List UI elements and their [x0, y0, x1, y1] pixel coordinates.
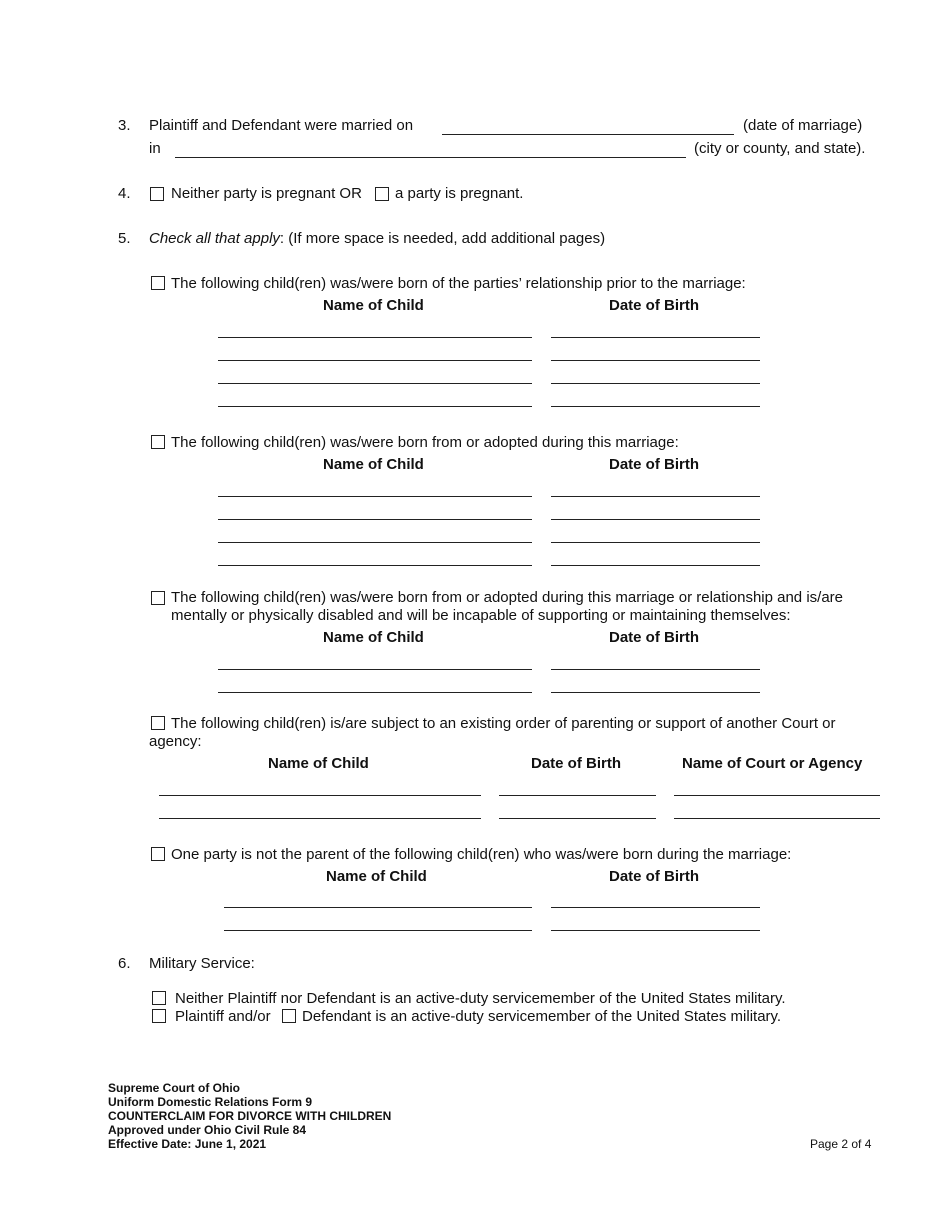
column-header-name: Name of Child — [323, 629, 424, 646]
child-name-field[interactable] — [218, 692, 532, 693]
item5-intro — [149, 230, 605, 247]
defendant-military-checkbox[interactable] — [282, 1009, 296, 1023]
column-header-name: Name of Child — [323, 456, 424, 473]
marriage-date-label: Plaintiff and Defendant were married on — [149, 117, 414, 134]
child-dob-field[interactable] — [551, 669, 760, 670]
existing-order-children-checkbox[interactable] — [151, 716, 165, 730]
child-dob-field[interactable] — [551, 519, 760, 520]
page-number: Page 2 of 4 — [810, 1137, 872, 1151]
column-header-name: Name of Child — [326, 868, 427, 885]
plaintiff-military-label: Plaintiff and/or — [175, 1008, 271, 1025]
disabled-children-checkbox[interactable] — [151, 591, 165, 605]
existing-order-children-label-line1: The following child(ren) is/are subject to an existing order of parenting or support of another Court or — [171, 715, 836, 732]
child-dob-field[interactable] — [551, 337, 760, 338]
child-dob-field[interactable] — [551, 907, 760, 908]
child-dob-field[interactable] — [551, 542, 760, 543]
child-name-field[interactable] — [218, 519, 532, 520]
during-marriage-children-label: The following child(ren) was/were born from or adopted during this marriage: — [171, 434, 679, 451]
during-marriage-children-checkbox[interactable] — [151, 435, 165, 449]
column-header-dob: Date of Birth — [531, 755, 621, 772]
pregnant-label: a party is pregnant. — [395, 185, 524, 202]
marriage-date-field[interactable] — [442, 134, 734, 135]
column-header-dob: Date of Birth — [609, 456, 699, 473]
footer-approval: Approved under Ohio Civil Rule 84 — [108, 1123, 307, 1137]
no-military-checkbox[interactable] — [152, 991, 166, 1005]
marriage-date-hint: (date of marriage) — [743, 117, 863, 134]
child-dob-field[interactable] — [551, 565, 760, 566]
no-military-label: Neither Plaintiff nor Defendant is an active-duty servicemember of the United States military. — [175, 990, 786, 1007]
column-header-court: Name of Court or Agency — [682, 755, 863, 772]
child-name-field[interactable] — [218, 669, 532, 670]
not-parent-children-label: One party is not the parent of the following child(ren) who was/were born during the marriage: — [171, 846, 792, 863]
pregnant-checkbox[interactable] — [375, 187, 389, 201]
marriage-place-label: in — [149, 140, 161, 157]
footer-effective-date: Effective Date: June 1, 2021 — [108, 1137, 267, 1151]
column-header-name: Name of Child — [323, 297, 424, 314]
column-header-dob: Date of Birth — [609, 629, 699, 646]
child-dob-field[interactable] — [551, 406, 760, 407]
disabled-children-label-line1: The following child(ren) was/were born from or adopted during this marriage or relationship and is/are — [171, 589, 843, 606]
existing-order-children-label-line2: agency: — [149, 733, 202, 750]
prior-marriage-children-checkbox[interactable] — [151, 276, 165, 290]
footer-title: COUNTERCLAIM FOR DIVORCE WITH CHILDREN — [108, 1109, 392, 1123]
child-dob-field[interactable] — [499, 795, 656, 796]
marriage-place-field[interactable] — [175, 157, 686, 158]
item-number: 4. — [118, 185, 131, 202]
item-number: 5. — [118, 230, 131, 247]
footer-court: Supreme Court of Ohio — [108, 1081, 240, 1095]
disabled-children-label-line2: mentally or physically disabled and will be incapable of supporting or maintaining themselves: — [171, 607, 791, 624]
child-dob-field[interactable] — [551, 496, 760, 497]
child-name-field[interactable] — [218, 406, 532, 407]
prior-marriage-children-label: The following child(ren) was/were born of the parties’ relationship prior to the marriage: — [171, 275, 746, 292]
not-pregnant-checkbox[interactable] — [150, 187, 164, 201]
plaintiff-military-checkbox[interactable] — [152, 1009, 166, 1023]
child-name-field[interactable] — [159, 818, 481, 819]
child-name-field[interactable] — [218, 383, 532, 384]
child-name-field[interactable] — [159, 795, 481, 796]
item-number: 3. — [118, 117, 131, 134]
not-pregnant-label: Neither party is pregnant OR — [171, 185, 362, 202]
court-agency-field[interactable] — [674, 818, 880, 819]
marriage-place-hint: (city or county, and state). — [694, 140, 866, 157]
item5-intro-rest: : (If more space is needed, add additional pages) — [279, 230, 606, 247]
child-name-field[interactable] — [218, 337, 532, 338]
column-header-dob: Date of Birth — [609, 868, 699, 885]
item-number: 6. — [118, 955, 131, 972]
column-header-name: Name of Child — [268, 755, 369, 772]
child-name-field[interactable] — [218, 360, 532, 361]
court-agency-field[interactable] — [674, 795, 880, 796]
item5-intro-italic: Check all that apply — [149, 230, 280, 247]
child-dob-field[interactable] — [499, 818, 656, 819]
child-dob-field[interactable] — [551, 383, 760, 384]
child-name-field[interactable] — [218, 565, 532, 566]
column-header-dob: Date of Birth — [609, 297, 699, 314]
child-dob-field[interactable] — [551, 692, 760, 693]
defendant-military-label: Defendant is an active-duty servicemember of the United States military. — [302, 1008, 782, 1025]
child-name-field[interactable] — [218, 542, 532, 543]
child-name-field[interactable] — [224, 907, 532, 908]
child-dob-field[interactable] — [551, 930, 760, 931]
child-name-field[interactable] — [218, 496, 532, 497]
child-name-field[interactable] — [224, 930, 532, 931]
military-service-title: Military Service: — [149, 955, 255, 972]
child-dob-field[interactable] — [551, 360, 760, 361]
not-parent-children-checkbox[interactable] — [151, 847, 165, 861]
footer-form: Uniform Domestic Relations Form 9 — [108, 1095, 313, 1109]
